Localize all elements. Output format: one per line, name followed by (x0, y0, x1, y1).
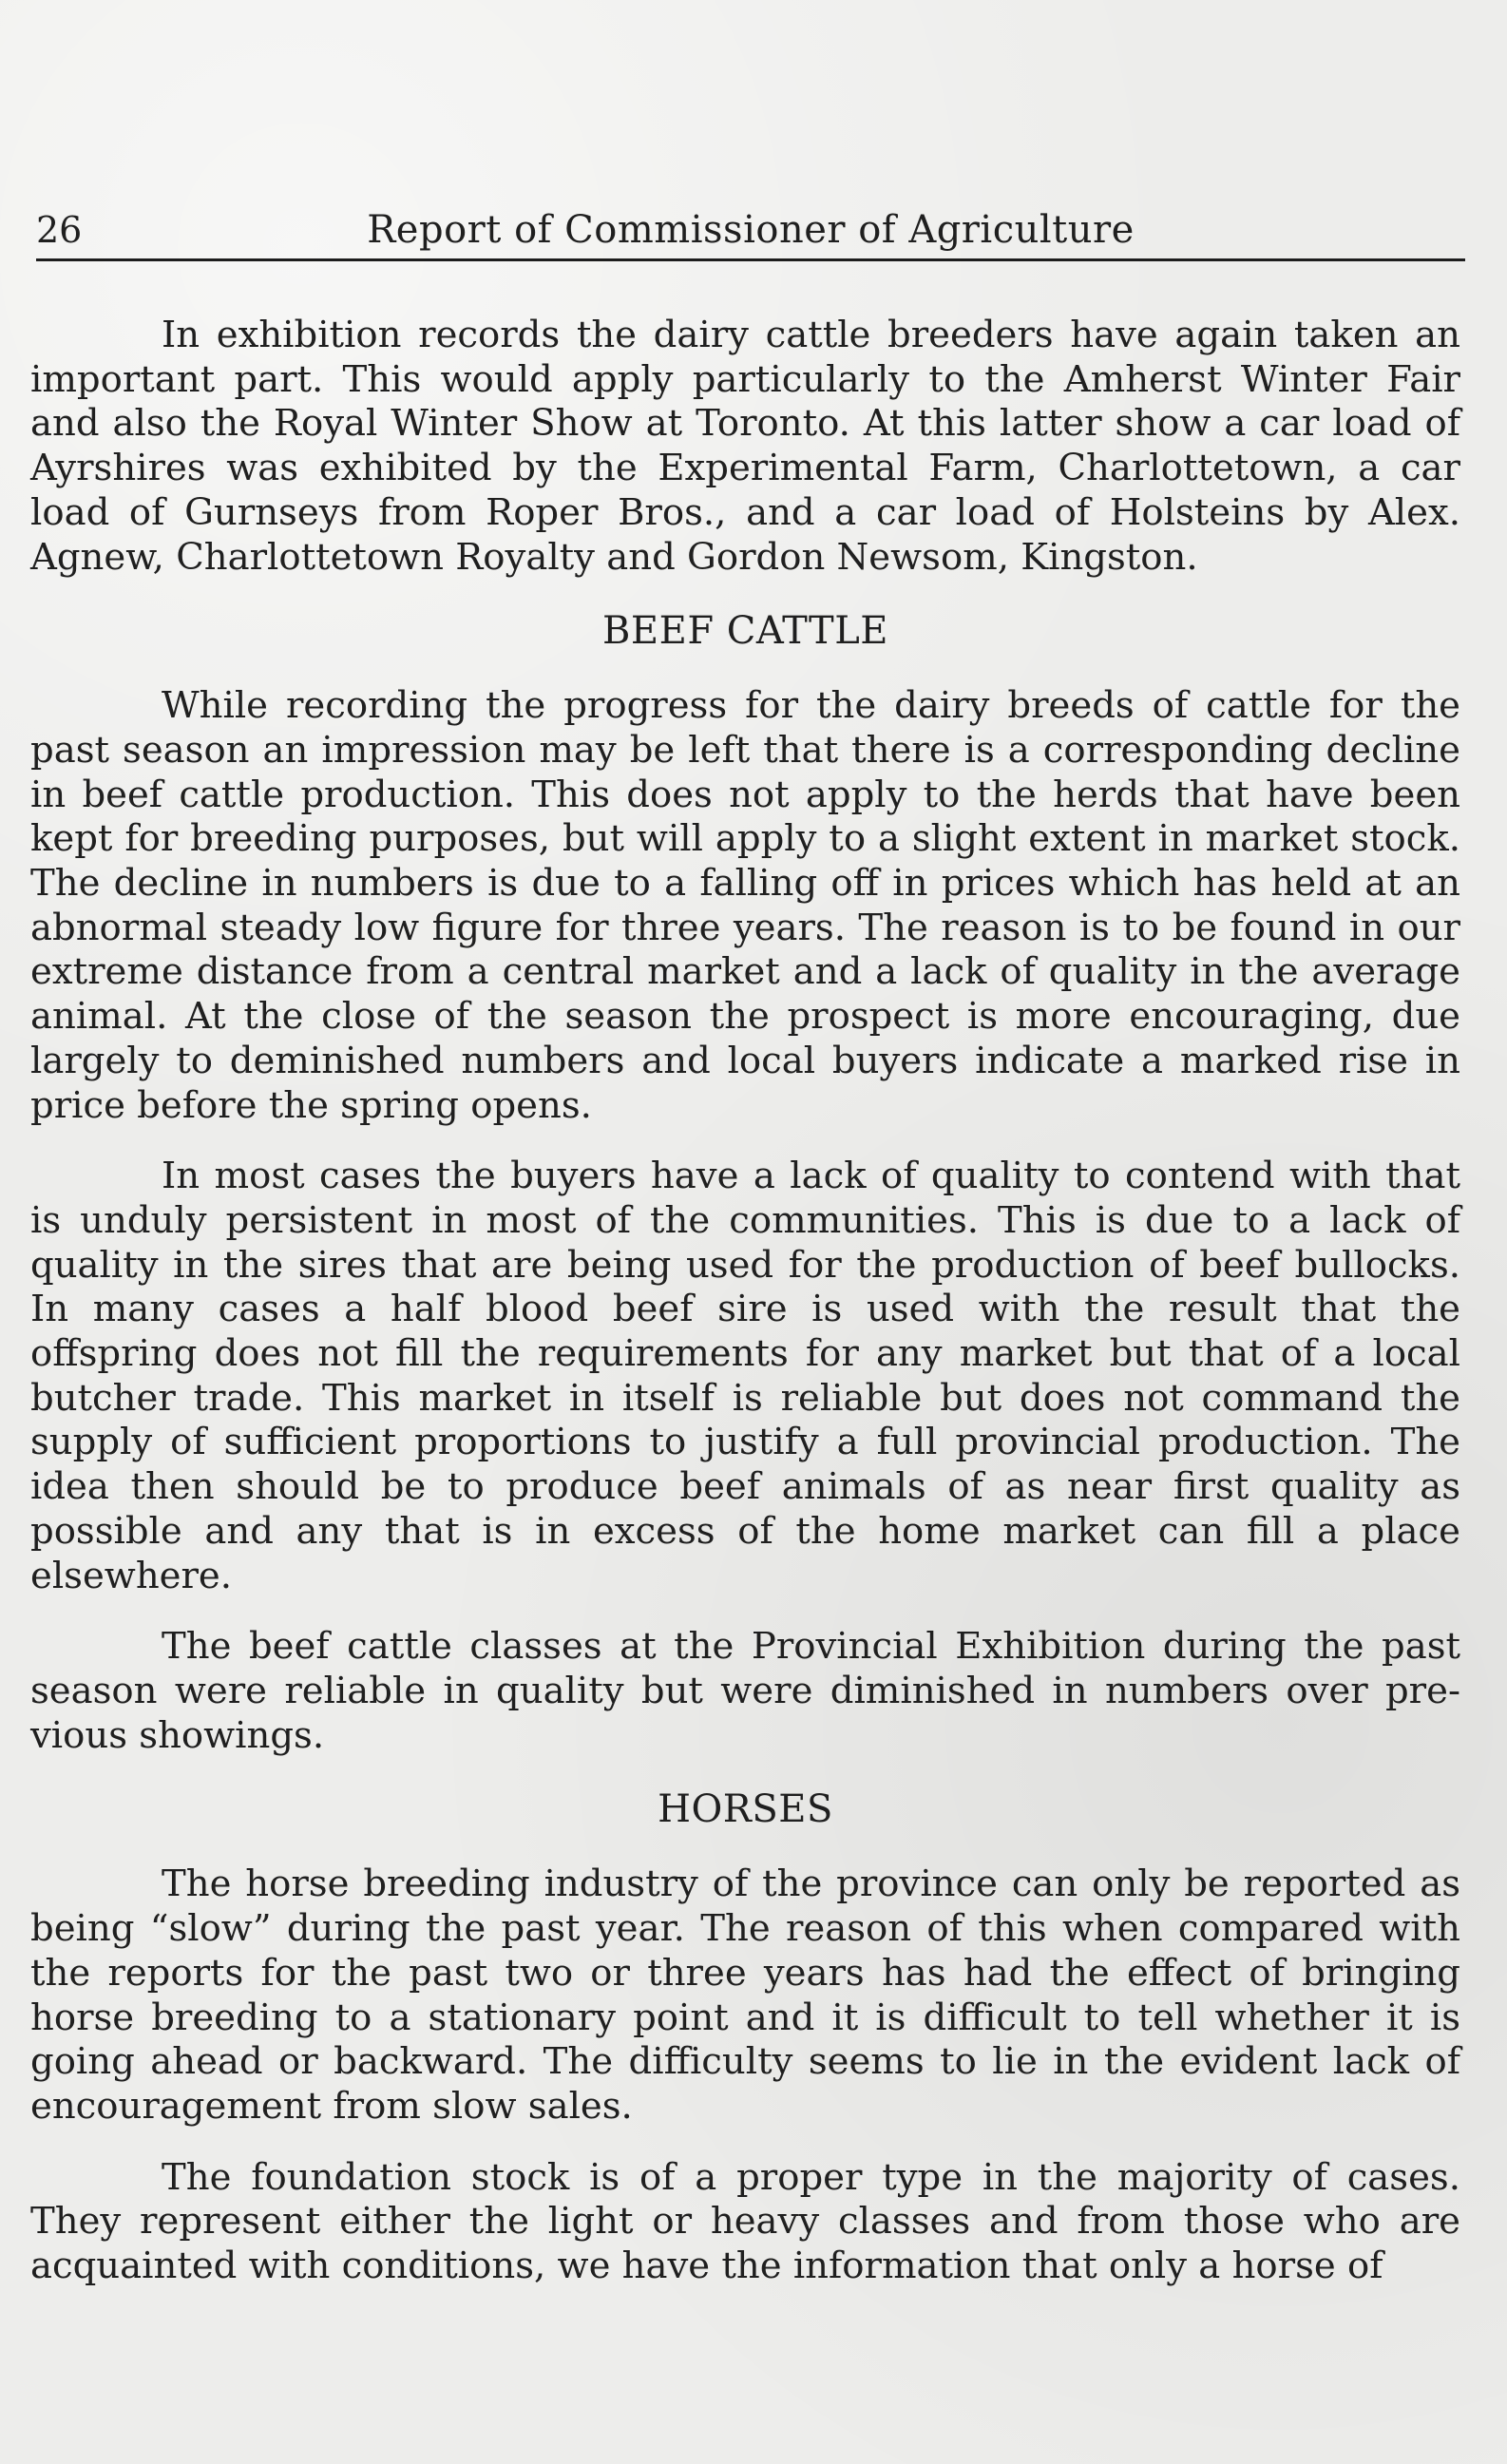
paragraph-exhibition-records: In exhibition records the dairy cattle breeders have again taken an important part. This would apply particularly to the Amherst Winter Fair and also the Royal Winter Show at Toronto. At this latter show a car load of Ayrshires was exhibited by the Experimental Farm, Charlottetown, a car load of Gurnseys from Roper Bros., and a car load of Holsteins by Alex. Agnew, Charlottetown Royalty and Gordon Newsom, Kingston. (30, 314, 1460, 579)
paragraph-foundation-stock: The foundation stock is of a proper type in the majority of cases. They represent either the light or heavy classes and from those who are acquainted with conditions, we have the information that only a horse of (30, 2155, 1460, 2288)
paragraph-beef-decline: While recording the progress for the dairy breeds of cattle for the past season an impression may be left that there is a corresponding decline in beef cattle production. This does not apply to the herds that have been kept for breeding purposes, but will apply to a slight extent in market stock. The decline in numbers is due to a falling off in prices which has held at an abnormal steady low figure for three years. The reason is to be found in our extreme distance from a central market and a lack of quality in the average animal. At the close of the season the prospect is more encouraging, due largely to deminished numbers and local buyers indicate a marked rise in price before the spring opens. (30, 684, 1460, 1127)
page-header (36, 201, 1465, 258)
page-number: 26 (36, 209, 83, 251)
section-heading-horses: HORSES (658, 1787, 833, 1832)
paragraph-provincial-exhibition: The beef cattle classes at the Provincial Exhibition during the past season were reliable in quality but were diminished in numbers over previous showings. (30, 1625, 1460, 1757)
running-head-title: Report of Commissioner of Agriculture (367, 208, 1135, 252)
paragraph-buyers-quality: In most cases the buyers have a lack of quality to contend with that is unduly persistent in most of the communities. This is due to a lack of quality in the sires that are being used for the production of beef bullocks. In many cases a half blood beef sire is used with the result that the offspring does not fill the requirements for any market but that of a local butcher trade. This market in itself is reliable but does not command the supply of sufficient proportions to justify a full provincial production. The idea then should be to produce beef animals of as near first quality as possible and any that is in excess of the home market can fill a place elsewhere. (30, 1155, 1460, 1597)
paragraph-horse-breeding: The horse breeding industry of the province can only be reported as being “slow” during the past year. The reason of this when compared with the reports for the past two or three years has had the effect of bringing horse breeding to a stationary point and it is difficult to tell whether it is going ahead or backward. The difficulty seems to lie in the evident lack of encouragement from slow sales. (30, 1862, 1460, 2128)
header-rule (36, 258, 1465, 261)
section-heading-beef-cattle: BEEF CATTLE (602, 609, 888, 654)
page-body (30, 314, 1460, 2316)
